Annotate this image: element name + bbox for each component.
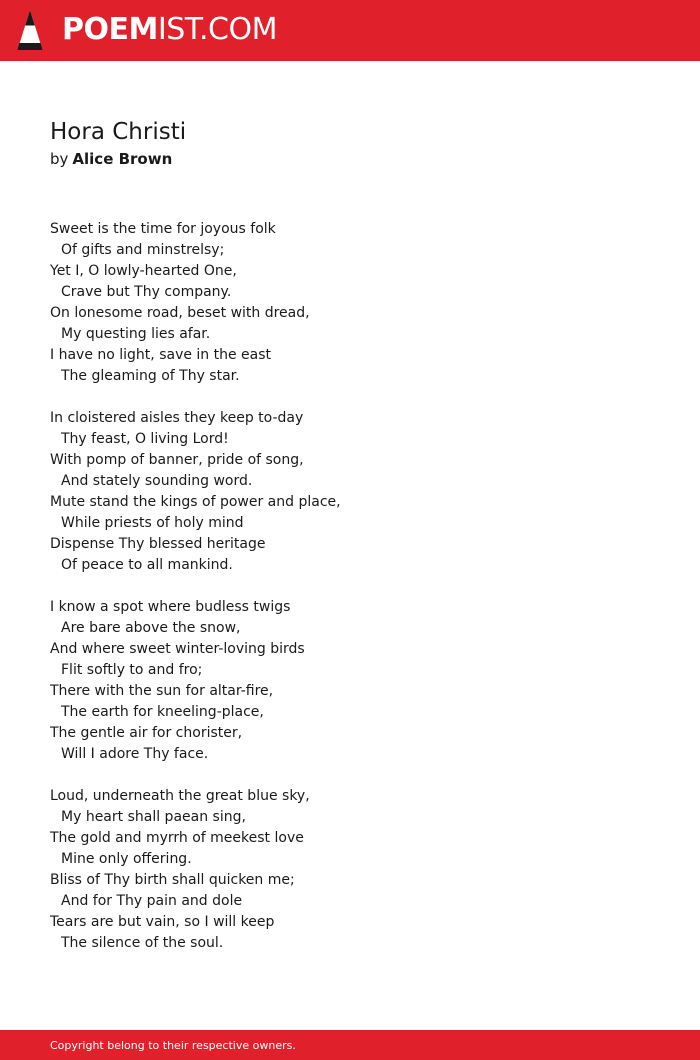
poem-line: Sweet is the time for joyous folk: [50, 221, 276, 237]
poem-line: I have no light, save in the east: [50, 347, 272, 363]
stanza: [50, 408, 341, 576]
stanza: [50, 597, 341, 765]
author-name[interactable]: Alice Brown: [72, 150, 173, 168]
poem-line: My questing lies afar.: [61, 326, 211, 342]
poem-title: Hora Christi: [50, 119, 187, 145]
poem-body: [50, 219, 341, 975]
site-logo[interactable]: [17, 9, 277, 51]
site-footer: [0, 1030, 700, 1060]
poem-line: And for Thy pain and dole: [61, 893, 243, 909]
byline: [50, 148, 172, 170]
poem-line: I know a spot where budless twigs: [50, 599, 291, 615]
poem-line: Of peace to all mankind.: [61, 557, 233, 573]
poem-line: The gold and myrrh of meekest love: [50, 830, 304, 846]
poem-line: Bliss of Thy birth shall quicken me;: [50, 872, 295, 888]
pencil-tip-icon: [17, 9, 43, 51]
poem-line: Are bare above the snow,: [61, 620, 241, 636]
poem-line: And where sweet winter-loving birds: [50, 641, 305, 657]
stanza: [50, 786, 341, 954]
poem-line: And stately sounding word.: [61, 473, 253, 489]
poem-line: There with the sun for altar-fire,: [50, 683, 274, 699]
poem-line: With pomp of banner, pride of song,: [50, 452, 304, 468]
site-brand: [62, 9, 277, 51]
poem-line: Will I adore Thy face.: [61, 746, 209, 762]
poem-line: Thy feast, O living Lord!: [61, 431, 229, 447]
poem-line: My heart shall paean sing,: [61, 809, 246, 825]
copyright-notice: Copyright belong to their respective owners.: [50, 1039, 296, 1052]
poem-line: The gentle air for chorister,: [50, 725, 243, 741]
poem-line: Yet I, O lowly-hearted One,: [50, 263, 237, 279]
poem-line: Crave but Thy company.: [61, 284, 232, 300]
poem-line: Mine only offering.: [61, 851, 192, 867]
poem-line: The gleaming of Thy star.: [61, 368, 240, 384]
poem-line: Loud, underneath the great blue sky,: [50, 788, 310, 804]
stanza: [50, 219, 341, 387]
poem-line: The silence of the soul.: [61, 935, 224, 951]
poem-line: Dispense Thy blessed heritage: [50, 536, 266, 552]
poem-line: Of gifts and minstrelsy;: [61, 242, 225, 258]
by-label: by: [50, 150, 69, 168]
poem-line: In cloistered aisles they keep to-day: [50, 410, 304, 426]
site-header: [0, 0, 700, 61]
poem-line: The earth for kneeling-place,: [61, 704, 264, 720]
poem-line: On lonesome road, beset with dread,: [50, 305, 310, 321]
brand-strong: POEM: [62, 12, 158, 47]
poem-line: While priests of holy mind: [61, 515, 244, 531]
poem-line: Flit softly to and fro;: [61, 662, 203, 678]
poem-line: Mute stand the kings of power and place,: [50, 494, 341, 510]
brand-light: IST.COM: [157, 12, 277, 47]
poem-line: Tears are but vain, so I will keep: [50, 914, 275, 930]
